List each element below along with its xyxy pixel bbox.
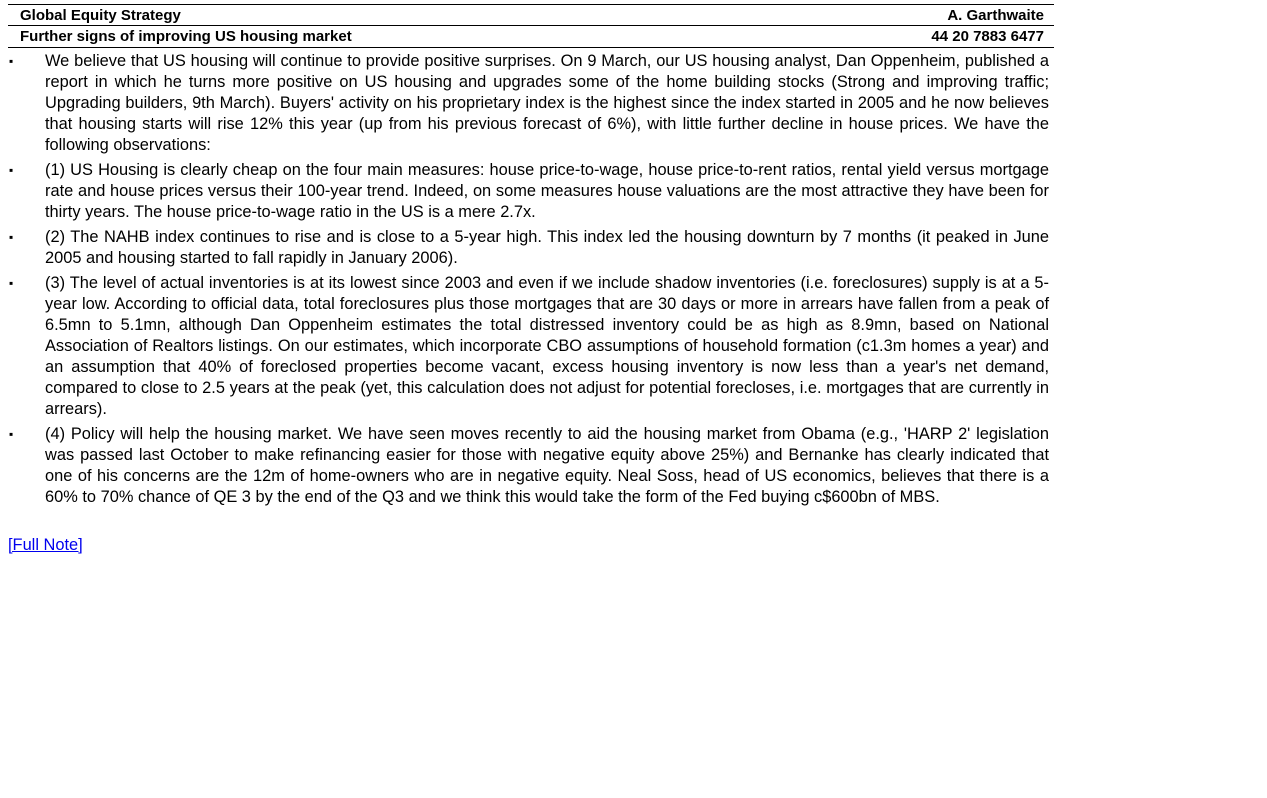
bullet-text: (1) US Housing is clearly cheap on the four main measures: house price-to-wage, house price-to-rent ratios, rental yield versus mortgage rate and house prices versus their 100-year trend. Indeed, on some measures house valuations are the most attractive they have been for thirty years. The house price-to-wage ratio in the US is a mere 2.7x. [45, 161, 1049, 221]
list-item [8, 160, 1049, 223]
phone-number: 44 20 7883 6477 [931, 28, 1044, 45]
full-note-link[interactable]: [Full Note] [8, 536, 83, 554]
report-header [8, 4, 1054, 48]
bullet-text: (3) The level of actual inventories is at its lowest since 2003 and even if we include shadow inventories (i.e. foreclosures) supply is at a 5-year low. According to official data, total foreclosures plus those mortgages that are 30 days or more in arrears have fallen from a peak of 6.5mn to 5.1mn, although Dan Oppenheim estimates the total distressed inventory could be as high as 8.9mn, based on National Association of Realtors listings. On our estimates, which incorporate CBO assumptions of household formation (c1.3m homes a year) and an assumption that 40% of foreclosed properties become vacant, excess housing inventory is now less than a year's net demand, compared to close to 2.5 years at the peak (yet, this calculation does not adjust for potential forecloses, i.e. mortgages that are currently in arrears). [45, 274, 1049, 418]
strategy-name: Global Equity Strategy [20, 6, 181, 24]
list-item [8, 424, 1049, 508]
list-item [8, 273, 1049, 420]
bullet-text: (2) The NAHB index continues to rise and is close to a 5-year high. This index led the housing downturn by 7 months (it peaked in June 2005 and housing started to fall rapidly in January 2006). [45, 228, 1049, 267]
header-row-title [8, 26, 1054, 47]
bullet-text: (4) Policy will help the housing market. We have seen moves recently to aid the housing market from Obama (e.g., 'HARP 2' legislation was passed last October to make refinancing easier for those with negative equity above 25%) and Bernanke has clearly indicated that one of his concerns are the 12m of home-owners who are in negative equity. Neal Soss, head of US economics, believes that there is a 60% to 70% chance of QE 3 by the end of the Q3 and we think this would take the form of the Fed buying c$600bn of MBS. [45, 425, 1049, 506]
list-item [8, 51, 1049, 156]
header-row-strategy [8, 5, 1054, 26]
bullet-icon: ▪ [9, 276, 14, 290]
author-name: A. Garthwaite [947, 6, 1044, 24]
bullet-text: We believe that US housing will continue to provide positive surprises. On 9 March, our US housing analyst, Dan Oppenheim, published a report in which he turns more positive on US housing and upgrades some of the home building stocks (Strong and improving traffic; Upgrading builders, 9th March). Buyers' activity on his proprietary index is the highest since the index started in 2005 and he now believes that housing starts will rise 12% this year (up from his previous forecast of 6%), with little further decline in house prices. We have the following observations: [45, 52, 1049, 154]
bullet-icon: ▪ [9, 230, 14, 244]
observations-list [8, 51, 1049, 512]
bullet-icon: ▪ [9, 163, 14, 177]
list-item [8, 227, 1049, 269]
report-title: Further signs of improving US housing market [20, 28, 352, 45]
bullet-icon: ▪ [9, 427, 14, 441]
bullet-icon: ▪ [9, 54, 14, 68]
